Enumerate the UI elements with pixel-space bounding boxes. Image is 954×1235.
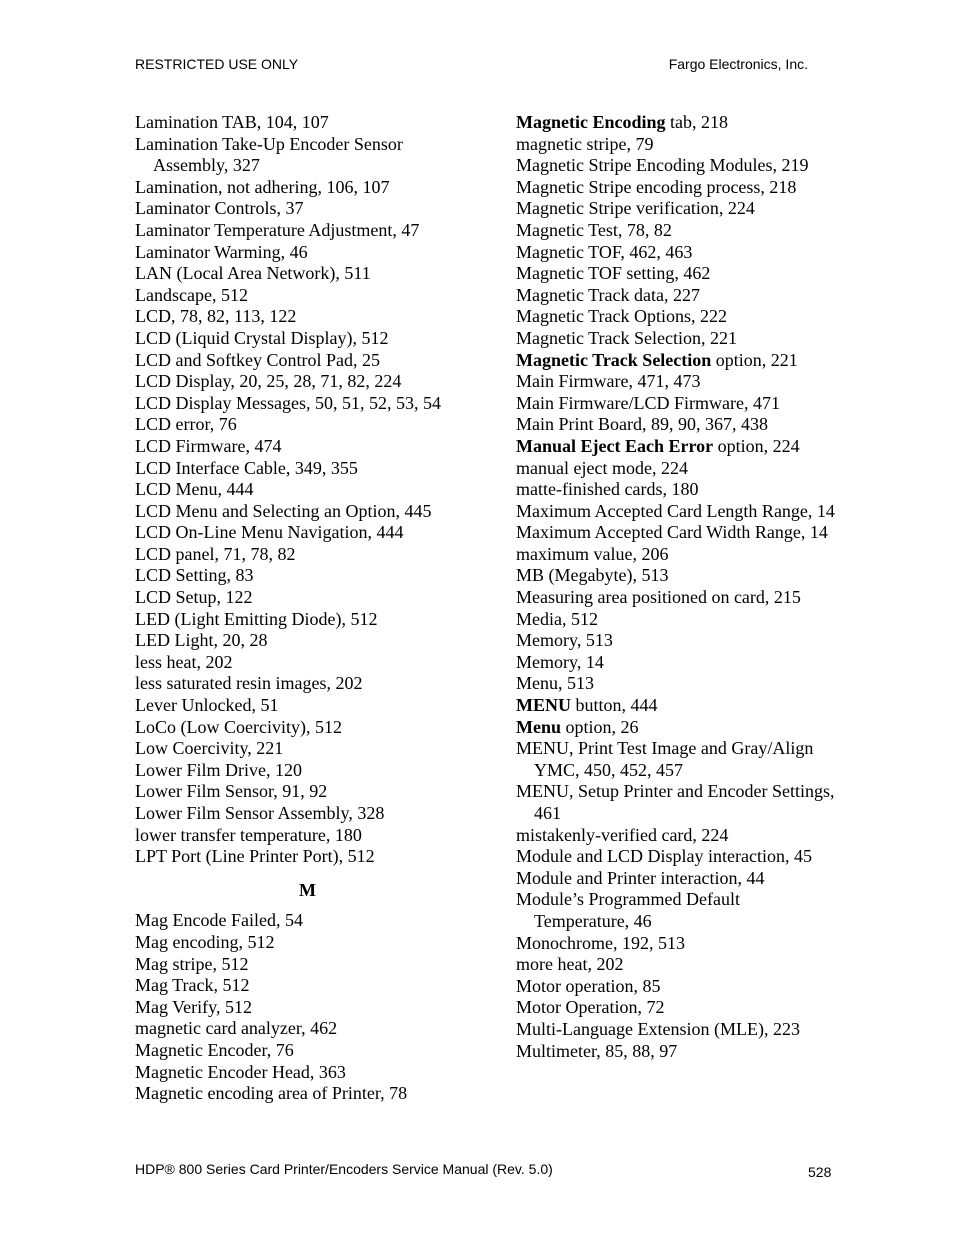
index-entry xyxy=(516,781,836,824)
index-entry xyxy=(135,1040,480,1062)
index-entry-text: Landscape, 512 xyxy=(135,284,248,305)
index-entry xyxy=(135,350,480,372)
index-entry xyxy=(516,544,836,566)
index-entry xyxy=(516,587,836,609)
index-entry-text: Module’s Programmed Default Temperature, 46 xyxy=(516,889,740,931)
index-entry-text: matte-finished cards, 180 xyxy=(516,479,699,500)
index-entry xyxy=(516,889,836,932)
index-entry-text: option, 221 xyxy=(711,349,798,370)
index-entry-text: Low Coercivity, 221 xyxy=(135,738,284,759)
index-entry-text: Maximum Accepted Card Length Range, 14 xyxy=(516,500,835,521)
index-entry xyxy=(135,263,480,285)
index-entry-text: Magnetic Track Options, 222 xyxy=(516,306,727,327)
index-entry-text: LCD Menu, 444 xyxy=(135,479,254,500)
index-entry xyxy=(135,220,480,242)
index-entry xyxy=(135,544,480,566)
index-entry xyxy=(135,501,480,523)
index-entry xyxy=(516,522,836,544)
index-entry-text: lower transfer temperature, 180 xyxy=(135,824,362,845)
index-entry xyxy=(135,522,480,544)
index-entry xyxy=(135,825,480,847)
index-entry-term: Magnetic Encoding xyxy=(516,112,666,132)
index-entry-text: LCD Display Messages, 50, 51, 52, 53, 54 xyxy=(135,392,441,413)
index-entry-text: manual eject mode, 224 xyxy=(516,457,688,478)
index-entry-text: magnetic stripe, 79 xyxy=(516,133,654,154)
index-entry-text: LPT Port (Line Printer Port), 512 xyxy=(135,846,375,867)
index-entry xyxy=(135,242,480,264)
index-entry xyxy=(135,673,480,695)
index-entry xyxy=(135,652,480,674)
index-entry xyxy=(135,328,480,350)
index-entry xyxy=(135,846,480,868)
index-entry-text: Lamination, not adhering, 106, 107 xyxy=(135,176,390,197)
index-entry xyxy=(516,846,836,868)
index-entry xyxy=(516,825,836,847)
index-entry xyxy=(135,695,480,717)
index-entry-text: Lamination TAB, 104, 107 xyxy=(135,112,329,132)
index-entry-text: Multi-Language Extension (MLE), 223 xyxy=(516,1018,800,1039)
index-entry-text: option, 26 xyxy=(561,716,639,737)
index-entry xyxy=(135,112,480,134)
index-entry-text: Lower Film Sensor Assembly, 328 xyxy=(135,803,385,823)
header-right: Fargo Electronics, Inc. xyxy=(668,56,808,72)
index-entry-text: LCD and Softkey Control Pad, 25 xyxy=(135,349,380,370)
index-entry-text: Mag Verify, 512 xyxy=(135,996,252,1017)
index-entry-text: Mag encoding, 512 xyxy=(135,931,275,952)
index-entry xyxy=(516,501,836,523)
index-entry-text: Module and Printer interaction, 44 xyxy=(516,867,765,888)
index-entry-text: LAN (Local Area Network), 511 xyxy=(135,263,371,284)
index-entry-text: button, 444 xyxy=(571,695,658,716)
index-entry-text: LCD, 78, 82, 113, 122 xyxy=(135,306,297,327)
index-entry xyxy=(516,263,836,285)
index-entry xyxy=(516,673,836,695)
index-entry xyxy=(135,371,480,393)
index-entry xyxy=(516,306,836,328)
header-left: RESTRICTED USE ONLY xyxy=(135,56,299,72)
index-entry-text: Lower Film Drive, 120 xyxy=(135,759,302,780)
index-entry-text: LED (Light Emitting Diode), 512 xyxy=(135,608,378,629)
index-entry-text: LCD Display, 20, 25, 28, 71, 82, 224 xyxy=(135,371,402,392)
index-entry xyxy=(516,177,836,199)
index-entry xyxy=(135,565,480,587)
index-entry xyxy=(135,393,480,415)
index-entry-text: Mag stripe, 512 xyxy=(135,953,249,974)
index-entry-term: Menu xyxy=(516,716,561,737)
index-entry-term: Manual Eject Each Error xyxy=(516,435,714,456)
index-entry xyxy=(135,479,480,501)
index-entry xyxy=(516,1019,836,1041)
index-entry-text: LCD Firmware, 474 xyxy=(135,435,282,456)
index-entry-text: LCD Menu and Selecting an Option, 445 xyxy=(135,500,432,521)
index-column-left xyxy=(135,112,480,1105)
index-entry xyxy=(135,458,480,480)
index-entry-text: more heat, 202 xyxy=(516,954,624,975)
index-entry-text: Measuring area positioned on card, 215 xyxy=(516,587,801,608)
index-entry xyxy=(516,630,836,652)
index-entry xyxy=(516,479,836,501)
index-entry-text: Main Firmware, 471, 473 xyxy=(516,371,701,392)
index-entry-text: LoCo (Low Coercivity), 512 xyxy=(135,716,342,737)
index-entry xyxy=(135,587,480,609)
index-entry xyxy=(135,997,480,1019)
index-entry xyxy=(135,1062,480,1084)
index-entry-text: Magnetic Track data, 227 xyxy=(516,284,700,305)
index-entry xyxy=(516,565,836,587)
index-entry xyxy=(135,134,480,177)
index-entry xyxy=(516,976,836,998)
index-entry-text: Maximum Accepted Card Width Range, 14 xyxy=(516,522,828,543)
index-entry xyxy=(516,695,836,717)
page-number: 528 xyxy=(808,1164,832,1180)
index-entry xyxy=(135,198,480,220)
index-entry-text: Laminator Warming, 46 xyxy=(135,241,308,262)
index-entry xyxy=(516,350,836,372)
index-entry xyxy=(516,933,836,955)
index-entry xyxy=(135,1083,480,1105)
index-entry-text: Memory, 14 xyxy=(516,651,604,672)
index-entry xyxy=(135,630,480,652)
index-entry-text: Motor Operation, 72 xyxy=(516,997,665,1018)
section-letter: M xyxy=(299,879,316,900)
index-entry-text: option, 224 xyxy=(713,435,800,456)
index-entry xyxy=(516,717,836,739)
index-entry xyxy=(516,198,836,220)
index-entry-text: LCD (Liquid Crystal Display), 512 xyxy=(135,327,389,348)
index-entry-text: Laminator Temperature Adjustment, 47 xyxy=(135,219,420,240)
index-entry xyxy=(135,285,480,307)
index-entry-text: Magnetic TOF setting, 462 xyxy=(516,263,711,284)
index-entry xyxy=(135,910,480,932)
index-entry xyxy=(135,177,480,199)
index-entry-text: Mag Encode Failed, 54 xyxy=(135,910,303,931)
index-entry-text: LCD panel, 71, 78, 82 xyxy=(135,543,296,564)
index-entry-text: Lever Unlocked, 51 xyxy=(135,695,279,716)
index-entry xyxy=(516,609,836,631)
index-entry-text: Lamination Take-Up Encoder Sensor Assembly, 327 xyxy=(135,133,403,176)
index-entry-text: Magnetic Stripe verification, 224 xyxy=(516,198,755,219)
index-entry-text: Magnetic Track Selection, 221 xyxy=(516,327,737,348)
index-entry-text: mistakenly-verified card, 224 xyxy=(516,824,729,845)
index-entry xyxy=(516,1041,836,1063)
index-entry-text: less heat, 202 xyxy=(135,651,233,672)
index-entry-text: Media, 512 xyxy=(516,608,598,629)
index-entry-text: LCD error, 76 xyxy=(135,414,237,435)
index-entry xyxy=(135,975,480,997)
index-entry xyxy=(516,371,836,393)
index-entry xyxy=(135,436,480,458)
index-entry-text: Magnetic TOF, 462, 463 xyxy=(516,241,693,262)
index-entry xyxy=(516,134,836,156)
index-entry-text: Mag Track, 512 xyxy=(135,975,250,996)
index-entry-text: MB (Megabyte), 513 xyxy=(516,565,669,586)
index-entry xyxy=(516,242,836,264)
index-entry-text: Memory, 513 xyxy=(516,630,613,651)
index-entry xyxy=(516,220,836,242)
index-entry-text: Magnetic Stripe Encoding Modules, 219 xyxy=(516,155,809,176)
index-entry xyxy=(516,112,836,134)
index-entry-text: LED Light, 20, 28 xyxy=(135,630,268,651)
index-entry-term: MENU xyxy=(516,695,571,716)
index-entry-text: magnetic card analyzer, 462 xyxy=(135,1018,338,1039)
index-entry xyxy=(516,954,836,976)
index-entry xyxy=(135,760,480,782)
index-entry-text: Motor operation, 85 xyxy=(516,975,661,996)
footer-title: HDP® 800 Series Card Printer/Encoders Service Manual (Rev. 5.0) xyxy=(135,1161,553,1177)
index-entry xyxy=(516,436,836,458)
index-entry-text: Lower Film Sensor, 91, 92 xyxy=(135,781,328,802)
index-entry xyxy=(516,458,836,480)
index-entry xyxy=(135,954,480,976)
index-entry-term: Magnetic Track Selection xyxy=(516,349,712,370)
index-entry-text: LCD On-Line Menu Navigation, 444 xyxy=(135,522,404,543)
index-entry-text: Multimeter, 85, 88, 97 xyxy=(516,1040,678,1061)
index-entry xyxy=(516,285,836,307)
index-entry xyxy=(135,1018,480,1040)
index-entry xyxy=(135,414,480,436)
index-entry xyxy=(135,306,480,328)
index-entry xyxy=(516,414,836,436)
index-entry-text: MENU, Print Test Image and Gray/Align YMC, 450, 452, 457 xyxy=(516,738,814,780)
index-entry xyxy=(135,738,480,760)
index-entry-text: Magnetic Encoder, 76 xyxy=(135,1039,294,1060)
index-entry-text: Main Print Board, 89, 90, 367, 438 xyxy=(516,414,768,435)
index-entry-text: LCD Setting, 83 xyxy=(135,565,254,586)
index-entry-text: tab, 218 xyxy=(665,112,729,132)
index-entry-text: Magnetic Encoder Head, 363 xyxy=(135,1061,346,1082)
index-entry xyxy=(135,781,480,803)
index-entry xyxy=(516,738,836,781)
index-entry-text: Laminator Controls, 37 xyxy=(135,198,304,219)
index-entry-text: Magnetic Stripe encoding process, 218 xyxy=(516,176,797,197)
index-entry xyxy=(135,803,480,825)
index-entry xyxy=(135,609,480,631)
index-entry-text: Monochrome, 192, 513 xyxy=(516,932,685,953)
index-entry xyxy=(516,652,836,674)
index-entry xyxy=(516,328,836,350)
index-entry xyxy=(516,997,836,1019)
index-entry-text: less saturated resin images, 202 xyxy=(135,673,363,694)
index-entry xyxy=(516,868,836,890)
index-entry xyxy=(516,393,836,415)
index-entry-text: Module and LCD Display interaction, 45 xyxy=(516,846,812,867)
index-entry-text: Magnetic Test, 78, 82 xyxy=(516,219,672,240)
index-entry xyxy=(516,155,836,177)
index-column-right xyxy=(516,112,836,1062)
index-entry-text: Menu, 513 xyxy=(516,673,594,694)
index-entry-text: Main Firmware/LCD Firmware, 471 xyxy=(516,392,780,413)
index-entry-text: LCD Setup, 122 xyxy=(135,587,253,608)
index-entry-text: maximum value, 206 xyxy=(516,543,669,564)
index-entry-text: MENU, Setup Printer and Encoder Settings, 461 xyxy=(516,781,835,823)
index-entry-text: LCD Interface Cable, 349, 355 xyxy=(135,457,358,478)
index-entry-text: Magnetic encoding area of Printer, 78 xyxy=(135,1083,408,1104)
index-entry xyxy=(135,932,480,954)
index-entry xyxy=(135,717,480,739)
